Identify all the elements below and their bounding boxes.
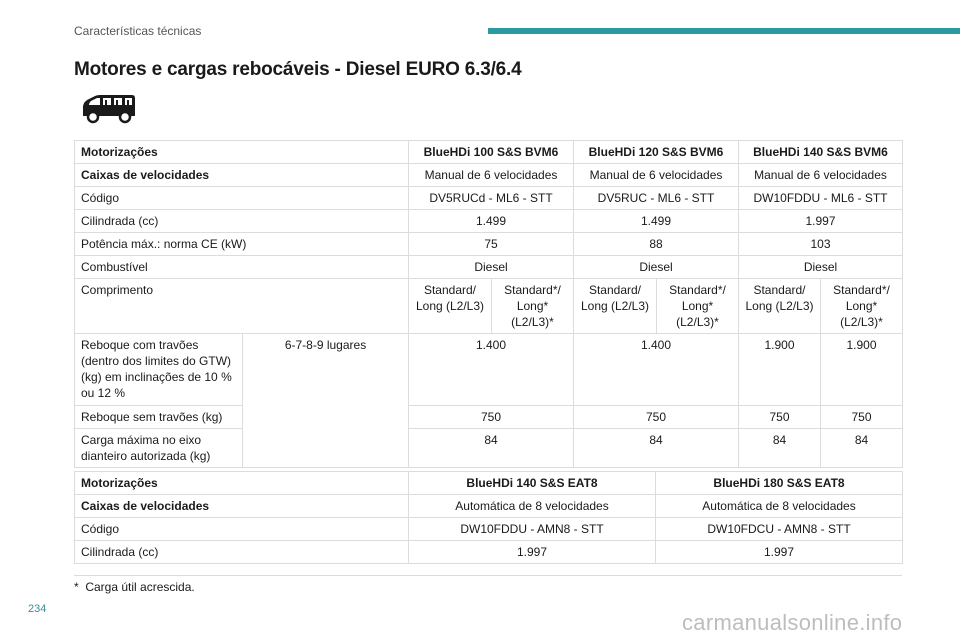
table-row [75,541,903,564]
page-title: Motores e cargas rebocáveis - Diesel EURO 6.3/6.4 [74,59,522,80]
van-icon [80,92,138,124]
row-label: Código [75,187,409,210]
row-label: Comprimento [75,279,409,334]
cell-value: 84 [739,429,821,468]
cell-value: 1.900 [821,334,903,406]
row-label: Código [75,518,409,541]
cell-value: Diesel [739,256,903,279]
cell-value: DW10FDDU - AMN8 - STT [409,518,656,541]
table-row [75,187,903,210]
cell-value: 103 [739,233,903,256]
page-number: 234 [28,603,47,615]
cell-value: Standard/ Long (L2/L3) [739,279,821,334]
cell-value: Automática de 8 velocidades [656,495,903,518]
section-label: Características técnicas [74,24,202,38]
cell-value: 1.499 [574,210,739,233]
cell-value: Standard*/ Long* (L2/L3)* [657,279,739,334]
cell-value: DW10FDDU - ML6 - STT [739,187,903,210]
table-row [75,429,903,468]
cell-value: DV5RUC - ML6 - STT [574,187,739,210]
table-row [75,279,903,334]
table-row [75,518,903,541]
row-label: Cilindrada (cc) [75,210,409,233]
cell-value: 84 [821,429,903,468]
cell-value: 1.900 [739,334,821,406]
row-label: Cilindrada (cc) [75,541,409,564]
cell-value: 1.400 [409,334,574,406]
cell-value: 1.997 [656,541,903,564]
footnote-divider [74,575,902,576]
footnote [74,580,195,594]
cell-value: Automática de 8 velocidades [409,495,656,518]
table-row [75,141,903,164]
engine-header: BlueHDi 180 S&S EAT8 [656,472,903,495]
cell-value: 84 [574,429,739,468]
cell-value: 750 [574,406,739,429]
cell-value: 1.400 [574,334,739,406]
footnote-text: Carga útil acrescida. [85,580,195,594]
cell-value: Standard/ Long (L2/L3) [574,279,657,334]
row-label: Combustível [75,256,409,279]
row-label: Carga máxima no eixo dianteiro autorizada (kg) [75,429,243,468]
footnote-mark: * [74,580,79,594]
cell-value: Standard*/ Long* (L2/L3)* [821,279,903,334]
cell-value: 1.499 [409,210,574,233]
cell-value: DV5RUCd - ML6 - STT [409,187,574,210]
table-row [75,472,903,495]
row-label: Motorizações [75,141,409,164]
table-row [75,406,903,429]
row-label: Caixas de velocidades [75,495,409,518]
engines-table-automatic [74,471,903,564]
engine-header: BlueHDi 120 S&S BVM6 [574,141,739,164]
watermark: carmanualsonline.info [682,610,903,635]
row-label: Motorizações [75,472,409,495]
row-label: Reboque sem travões (kg) [75,406,243,429]
table-row [75,495,903,518]
cell-value: 88 [574,233,739,256]
cell-value: DW10FDCU - AMN8 - STT [656,518,903,541]
engines-table-manual [74,140,903,468]
cell-value: 84 [409,429,574,468]
cell-value: Standard/ Long (L2/L3) [409,279,492,334]
header-accent-bar [488,28,960,34]
cell-value: 750 [821,406,903,429]
cell-value: Standard*/ Long* (L2/L3)* [492,279,574,334]
cell-value: 1.997 [739,210,903,233]
row-label: Caixas de velocidades [75,164,409,187]
engine-header: BlueHDi 140 S&S BVM6 [739,141,903,164]
engine-header: BlueHDi 100 S&S BVM6 [409,141,574,164]
cell-value: 750 [409,406,574,429]
cell-value: 75 [409,233,574,256]
cell-value: Manual de 6 velocidades [574,164,739,187]
table-row [75,334,903,406]
cell-value: Diesel [574,256,739,279]
table-row [75,233,903,256]
cell-value: Manual de 6 velocidades [739,164,903,187]
cell-value: 750 [739,406,821,429]
table-row [75,164,903,187]
table-row [75,210,903,233]
engine-header: BlueHDi 140 S&S EAT8 [409,472,656,495]
cell-value: Manual de 6 velocidades [409,164,574,187]
cell-value: Diesel [409,256,574,279]
table-row [75,256,903,279]
cell-value: 1.997 [409,541,656,564]
row-label: Potência máx.: norma CE (kW) [75,233,409,256]
row-label: Reboque com travões (dentro dos limites do GTW) (kg) em inclinações de 10 % ou 12 % [75,334,243,406]
seats-cell: 6-7-8-9 lugares [243,334,409,468]
